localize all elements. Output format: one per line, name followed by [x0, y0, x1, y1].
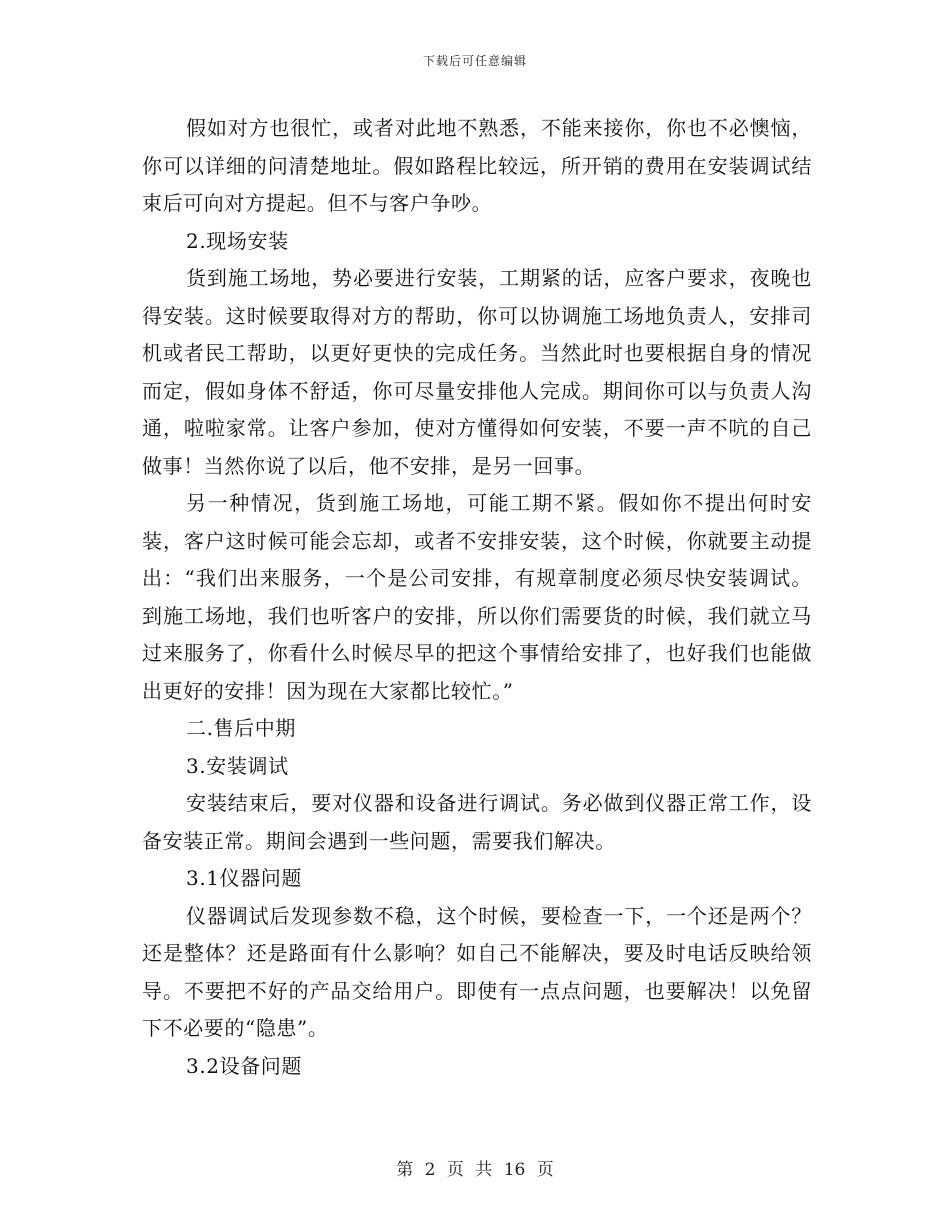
- heading-equipment-issues: 3.2设备问题: [186, 1053, 303, 1078]
- paragraph-proactive-request: 另一种情况，货到施工场地，可能工期不紧。假如你不提出何时安装，客户这时候可能会忘却，或者不安排安装，这个时候，你就要主动提出：“我们出来服务，一个是公司安排，有规章制度必须尽快安装调试。到施工场地，我们也听客户的安排，所以你们需要货的时候，我们就立马过来服务了，你看什么时候尽早的把这个事情给安排了，也好我们也能做出更好的安排！因为现在大家都比较忙。”: [142, 491, 812, 703]
- page-header: 下载后可任意编辑: [422, 54, 527, 68]
- paragraph-debugging: 安装结束后，要对仪器和设备进行调试。务必做到仪器正常工作，设备安装正常。期间会遇到一些问题，需要我们解决。: [142, 791, 812, 853]
- heading-after-sales-mid: 二.售后中期: [186, 716, 296, 740]
- heading-installation-debugging: 3.安装调试: [186, 753, 289, 778]
- page-number-footer: 第 2 页 共 16 页: [396, 1160, 554, 1180]
- paragraph-installation-help: 货到施工场地，势必要进行安装，工期紧的话，应客户要求，夜晚也得安装。这时候要取得对方的帮助，你可以协调施工场地负责人，安排司机或者民工帮助，以更好更快的完成任务。当然此时也要根据自身的情况而定，假如身体不舒适，你可尽量安排他人完成。期间你可以与负责人沟通，啦啦家常。让客户参加，使对方懂得如何安装，不要一声不吭的自己做事！当然你说了以后，他不安排，是另一回事。: [142, 266, 812, 478]
- heading-instrument-issues: 3.1仪器问题: [186, 866, 303, 890]
- paragraph-instrument-issues: 仪器调试后发现参数不稳，这个时候，要检查一下，一个还是两个？还是整体？还是路面有什么影响？如自己不能解决，要及时电话反映给领导。不要把不好的产品交给用户。即使有一点点问题，也要解决！以免留下不必要的“隐患”。: [142, 903, 812, 1040]
- document-body: [142, 110, 812, 1085]
- heading-onsite-installation: 2.现场安装: [186, 228, 289, 253]
- paragraph-address-inquiry: 假如对方也很忙，或者对此地不熟悉，不能来接你，你也不必懊恼，你可以详细的问清楚地址。假如路程比较远，所开销的费用在安装调试结束后可向对方提起。但不与客户争吵。: [142, 116, 812, 215]
